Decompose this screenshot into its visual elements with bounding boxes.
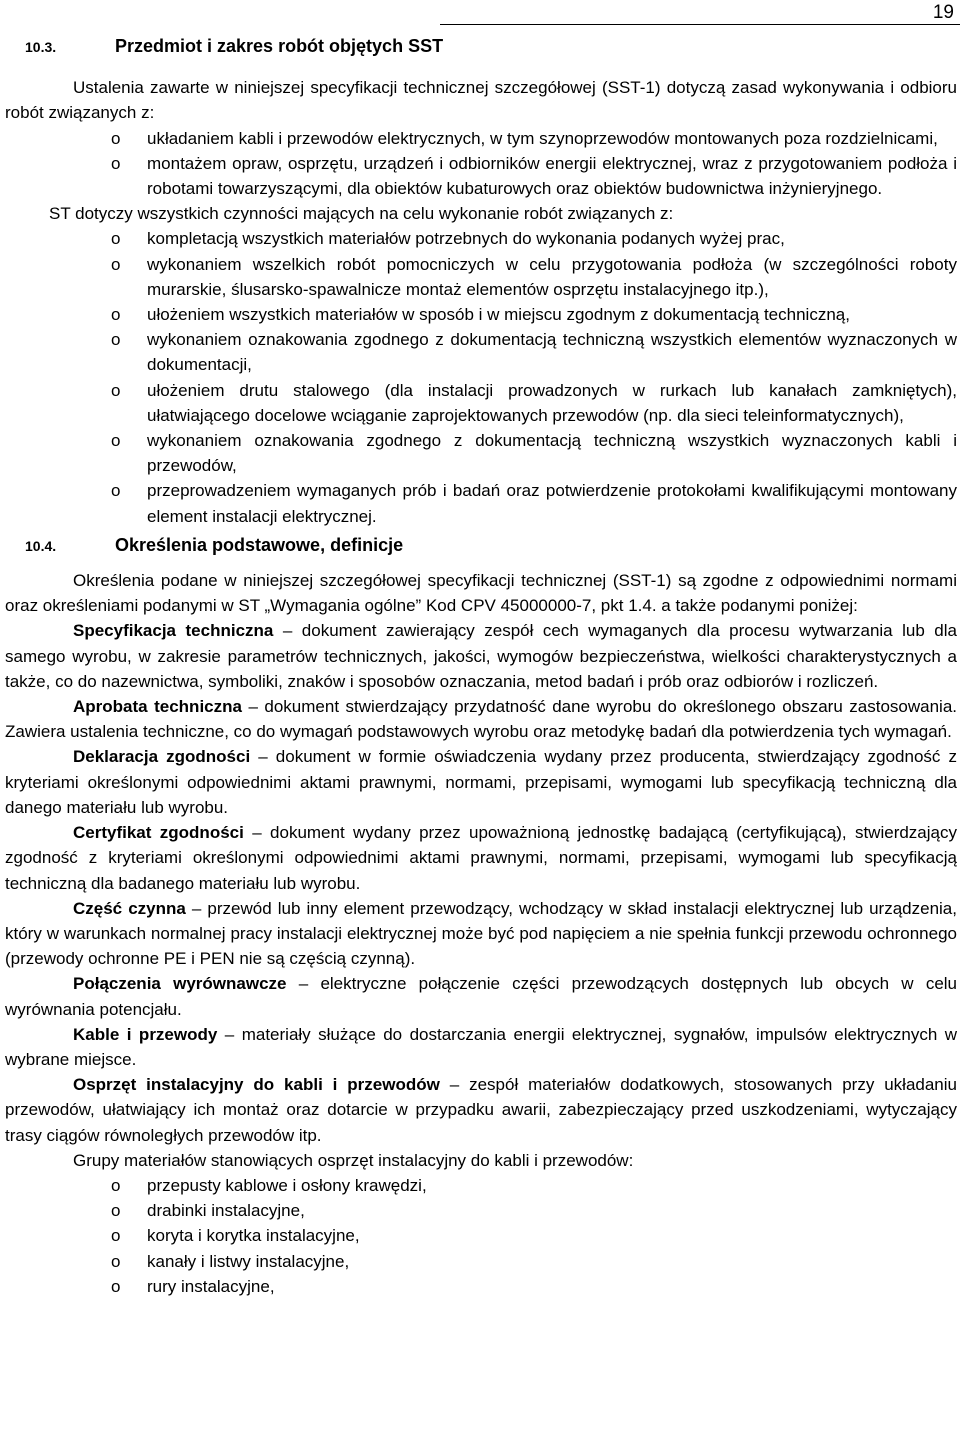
- section-number: 10.4.: [25, 537, 57, 554]
- definition: [5, 820, 957, 896]
- list-item: [5, 126, 957, 151]
- list-item: [5, 252, 957, 302]
- scope-list: [5, 126, 957, 202]
- bullet-icon: o: [111, 1226, 121, 1246]
- definition-text: – zespół materiałów dodatkowych, stosowanych przy układaniu przewodów, ułatwiający ich montaż oraz dotarcie w przypadku awarii, zabezpieczający przed uszkodzeniami, wytyczający trasy ciągów równoległych przewodów itp.: [5, 1075, 957, 1145]
- definition: [5, 896, 957, 972]
- bullet-icon: o: [111, 229, 121, 249]
- scope-intro: Ustalenia zawarte w niniejszej specyfikacji technicznej szczegółowej (SST-1) dotyczą zasad wykonywania i odbioru robót związanych z:: [5, 78, 957, 123]
- bullet-icon: o: [111, 1276, 121, 1296]
- list-item-text: kompletacją wszystkich materiałów potrzebnych do wykonania podanych wyżej prac,: [147, 229, 785, 249]
- list-item-text: układaniem kabli i przewodów elektrycznych, w tym szynoprzewodów montowanych poza rozdzielnicami,: [147, 128, 938, 148]
- definition: [5, 1022, 957, 1072]
- section-number: 10.3.: [25, 39, 57, 55]
- list-item: [5, 302, 957, 327]
- list-item-text: koryta i korytka instalacyjne,: [147, 1226, 360, 1246]
- list-item-text: montażem opraw, osprzętu, urządzeń i odbiorników energii elektrycznej, wraz z przygotowaniem podłoża i robotami towarzyszącymi, dla obiektów kubaturowych oraz obiektów budownictwa inżynieryjnego.: [147, 153, 957, 199]
- definition: [5, 1072, 957, 1148]
- definition-text: – materiały służące do dostarczania energii elektrycznej, sygnałów, impulsów elektrycznych w wybrane miejsce.: [5, 1024, 958, 1069]
- list-item-text: przeprowadzeniem wymaganych prób i badań oraz potwierdzenie protokołami kwalifikującymi montowany element instalacji elektrycznej.: [147, 481, 957, 526]
- definition-text: – dokument stwierdzający przydatność dane wyrobu do określonego obszaru zastosowania. Zawiera ustalenia techniczne, co do wymagań podstawowych wyrobu oraz metodykę badań dla potwierdzenia tych wymagań.: [5, 697, 958, 742]
- bullet-icon: o: [111, 431, 121, 451]
- bullet-icon: o: [111, 1251, 121, 1271]
- list-item: [5, 478, 957, 528]
- section-title: Określenia podstawowe, definicje: [115, 534, 404, 555]
- section-heading-10-3: [5, 34, 957, 60]
- bullet-icon: o: [111, 153, 121, 173]
- section-heading-10-4: [5, 533, 957, 559]
- list-item: [5, 1223, 957, 1248]
- definition-term: Aprobata techniczna: [73, 697, 242, 717]
- bullet-icon: o: [111, 1201, 121, 1221]
- definition: [5, 744, 957, 820]
- bullet-icon: o: [111, 305, 121, 325]
- definitions-list: [5, 618, 957, 1147]
- definition-text: – dokument w formie oświadczenia wydany przez producenta, stwierdzający zgodność z kryteriami określonymi odpowiednimi aktami prawnymi, normami, przepisami, wymogami lub specyfikacją techniczną dla danego materiału lub wyrobu.: [5, 747, 957, 817]
- groups-intro: Grupy materiałów stanowiących osprzęt instalacyjny do kabli i przewodów:: [73, 1150, 634, 1170]
- list-item-text: wykonaniem oznakowania zgodnego z dokumentacją techniczną wszystkich elementów wyznaczonych w dokumentacji,: [147, 330, 957, 375]
- bullet-icon: o: [111, 380, 121, 400]
- list-item-text: ułożeniem wszystkich materiałów w sposób i w miejscu zgodnym z dokumentacją techniczną,: [147, 305, 850, 325]
- activities-list: [5, 226, 957, 528]
- header-rule: [440, 24, 960, 25]
- bullet-icon: o: [111, 481, 121, 501]
- list-item-text: kanały i listwy instalacyjne,: [147, 1251, 350, 1271]
- list-item-text: wykonaniem oznakowania zgodnego z dokumentacją techniczną wszystkich wyznaczonych kabli i przewodów,: [147, 431, 957, 476]
- definition-term: Połączenia wyrównawcze: [73, 974, 287, 994]
- list-item: [5, 378, 957, 428]
- document-body: [5, 34, 957, 1299]
- st-intro: ST dotyczy wszystkich czynności mających na celu wykonanie robót związanych z:: [49, 204, 674, 224]
- list-item-text: rury instalacyjne,: [147, 1276, 275, 1296]
- definition-term: Deklaracja zgodności: [73, 747, 251, 767]
- list-item: [5, 327, 957, 377]
- definition-term: Certyfikat zgodności: [73, 823, 244, 843]
- list-item: [5, 1249, 957, 1274]
- bullet-icon: o: [111, 330, 121, 350]
- definition-term: Część czynna: [73, 898, 186, 918]
- definition-term: Kable i przewody: [73, 1024, 218, 1044]
- definition: [5, 618, 957, 694]
- definition-text: – elektryczne połączenie części przewodzących dostępnych lub obcych w celu wyrównania potencjału.: [5, 974, 958, 1019]
- page-number: 19: [932, 2, 954, 23]
- section-title: Przedmiot i zakres robót objętych SST: [115, 36, 444, 56]
- definition: [5, 694, 957, 744]
- list-item: [5, 226, 957, 251]
- bullet-icon: o: [111, 254, 121, 274]
- definition-term: Specyfikacja techniczna: [73, 621, 274, 641]
- list-item: [5, 1173, 957, 1198]
- definition-text: – przewód lub inny element przewodzący, wchodzący w skład instalacji elektrycznej lub urządzenia, który w warunkach normalnej pracy instalacji elektrycznej może być pod napięciem a nie spełnia funkcji przewodu ochronnego (przewody ochronne PE i PEN nie są częścią czynną).: [5, 898, 957, 969]
- list-item-text: ułożeniem drutu stalowego (dla instalacji prowadzonych w rurkach lub kanałach zamkniętych), ułatwiającego docelowe wciąganie zaprojektowanych przewodów (np. dla sieci teleinformatycznych),: [147, 380, 957, 425]
- list-item: [5, 1198, 957, 1223]
- list-item-text: drabinki instalacyjne,: [147, 1201, 305, 1221]
- list-item-text: wykonaniem wszelkich robót pomocniczych w celu przygotowania podłoża (w szczególności roboty murarskie, ślusarsko-spawalnicze montaż elementów osprzętu instalacyjnego itp.),: [147, 254, 957, 299]
- definition-term: Osprzęt instalacyjny do kabli i przewodów: [73, 1075, 440, 1095]
- definitions-intro: Określenia podane w niniejszej szczegółowej specyfikacji technicznej (SST-1) są zgodne z odpowiednimi normami oraz określeniami podanymi w ST „Wymagania ogólne” Kod CPV 45000000-7, pkt 1.4. a także podanymi poniżej:: [5, 571, 957, 616]
- list-item: [5, 1274, 957, 1299]
- definition: [5, 971, 957, 1021]
- bullet-icon: o: [111, 1175, 121, 1195]
- definition-text: – dokument wydany przez upoważnioną jednostkę badającą (certyfikującą), stwierdzający zgodność z kryteriami określonymi odpowiednimi aktami prawnymi, normami, przepisami, wymogami lub specyfikacją techniczną dla badanego materiału lub wyrobu.: [5, 823, 957, 893]
- groups-list: [5, 1173, 957, 1299]
- list-item-text: przepusty kablowe i osłony krawędzi,: [147, 1175, 427, 1195]
- list-item: [5, 428, 957, 478]
- definition-text: – dokument zawierający zespół cech wymaganych dla procesu wytwarzania lub dla samego wyrobu, w zakresie parametrów technicznych, jakości, wymogów bezpieczeństwa, wielkości charakterystycznych a także, co do nazewnictwa, symboliki, znaków i sposobów oznaczania, metod badań i prób oraz odbiorów i rozliczeń.: [5, 621, 957, 691]
- list-item: [5, 151, 957, 201]
- bullet-icon: o: [111, 128, 121, 148]
